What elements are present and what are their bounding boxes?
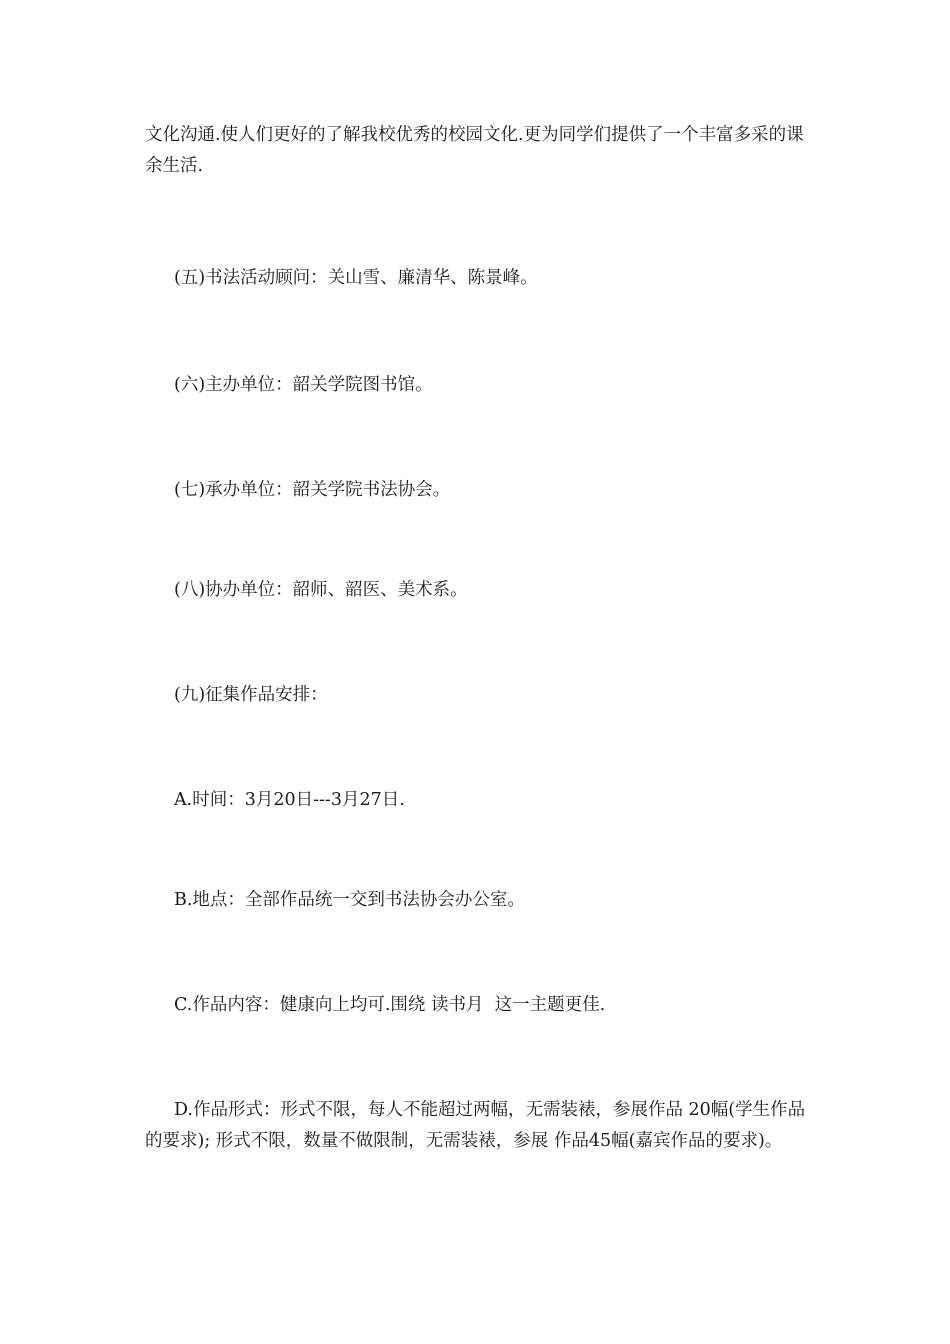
- item-location: B.地点：全部作品统一交到书法协会办公室。: [174, 890, 525, 910]
- item-content: C.作品内容：健康向上均可.围绕 读书月 这一主题更佳.: [174, 995, 606, 1015]
- section-advisors: (五)书法活动顾问：关山雪、廉清华、陈景峰。: [174, 268, 538, 288]
- item-format: D.作品形式：形式不限，每人不能超过两幅，无需装裱，参展作品 20幅(学生作品的要求); 形式不限，数量不做限制，无需装裱，参展 作品45幅(嘉宾作品的要求)。: [145, 1100, 806, 1151]
- item-time: A.时间：3月20日---3月27日.: [174, 790, 405, 810]
- intro-paragraph: 文化沟通.使人们更好的了解我校优秀的校园文化.更为同学们提供了一个丰富多采的课余生活.: [145, 125, 804, 176]
- section-undertaker: (七)承办单位：韶关学院书法协会。: [174, 480, 451, 500]
- section-submission-arrangement: (九)征集作品安排：: [174, 685, 328, 705]
- section-organizer: (六)主办单位：韶关学院图书馆。: [174, 375, 433, 395]
- section-co-organizer: (八)协办单位：韶师、韶医、美术系。: [174, 580, 468, 600]
